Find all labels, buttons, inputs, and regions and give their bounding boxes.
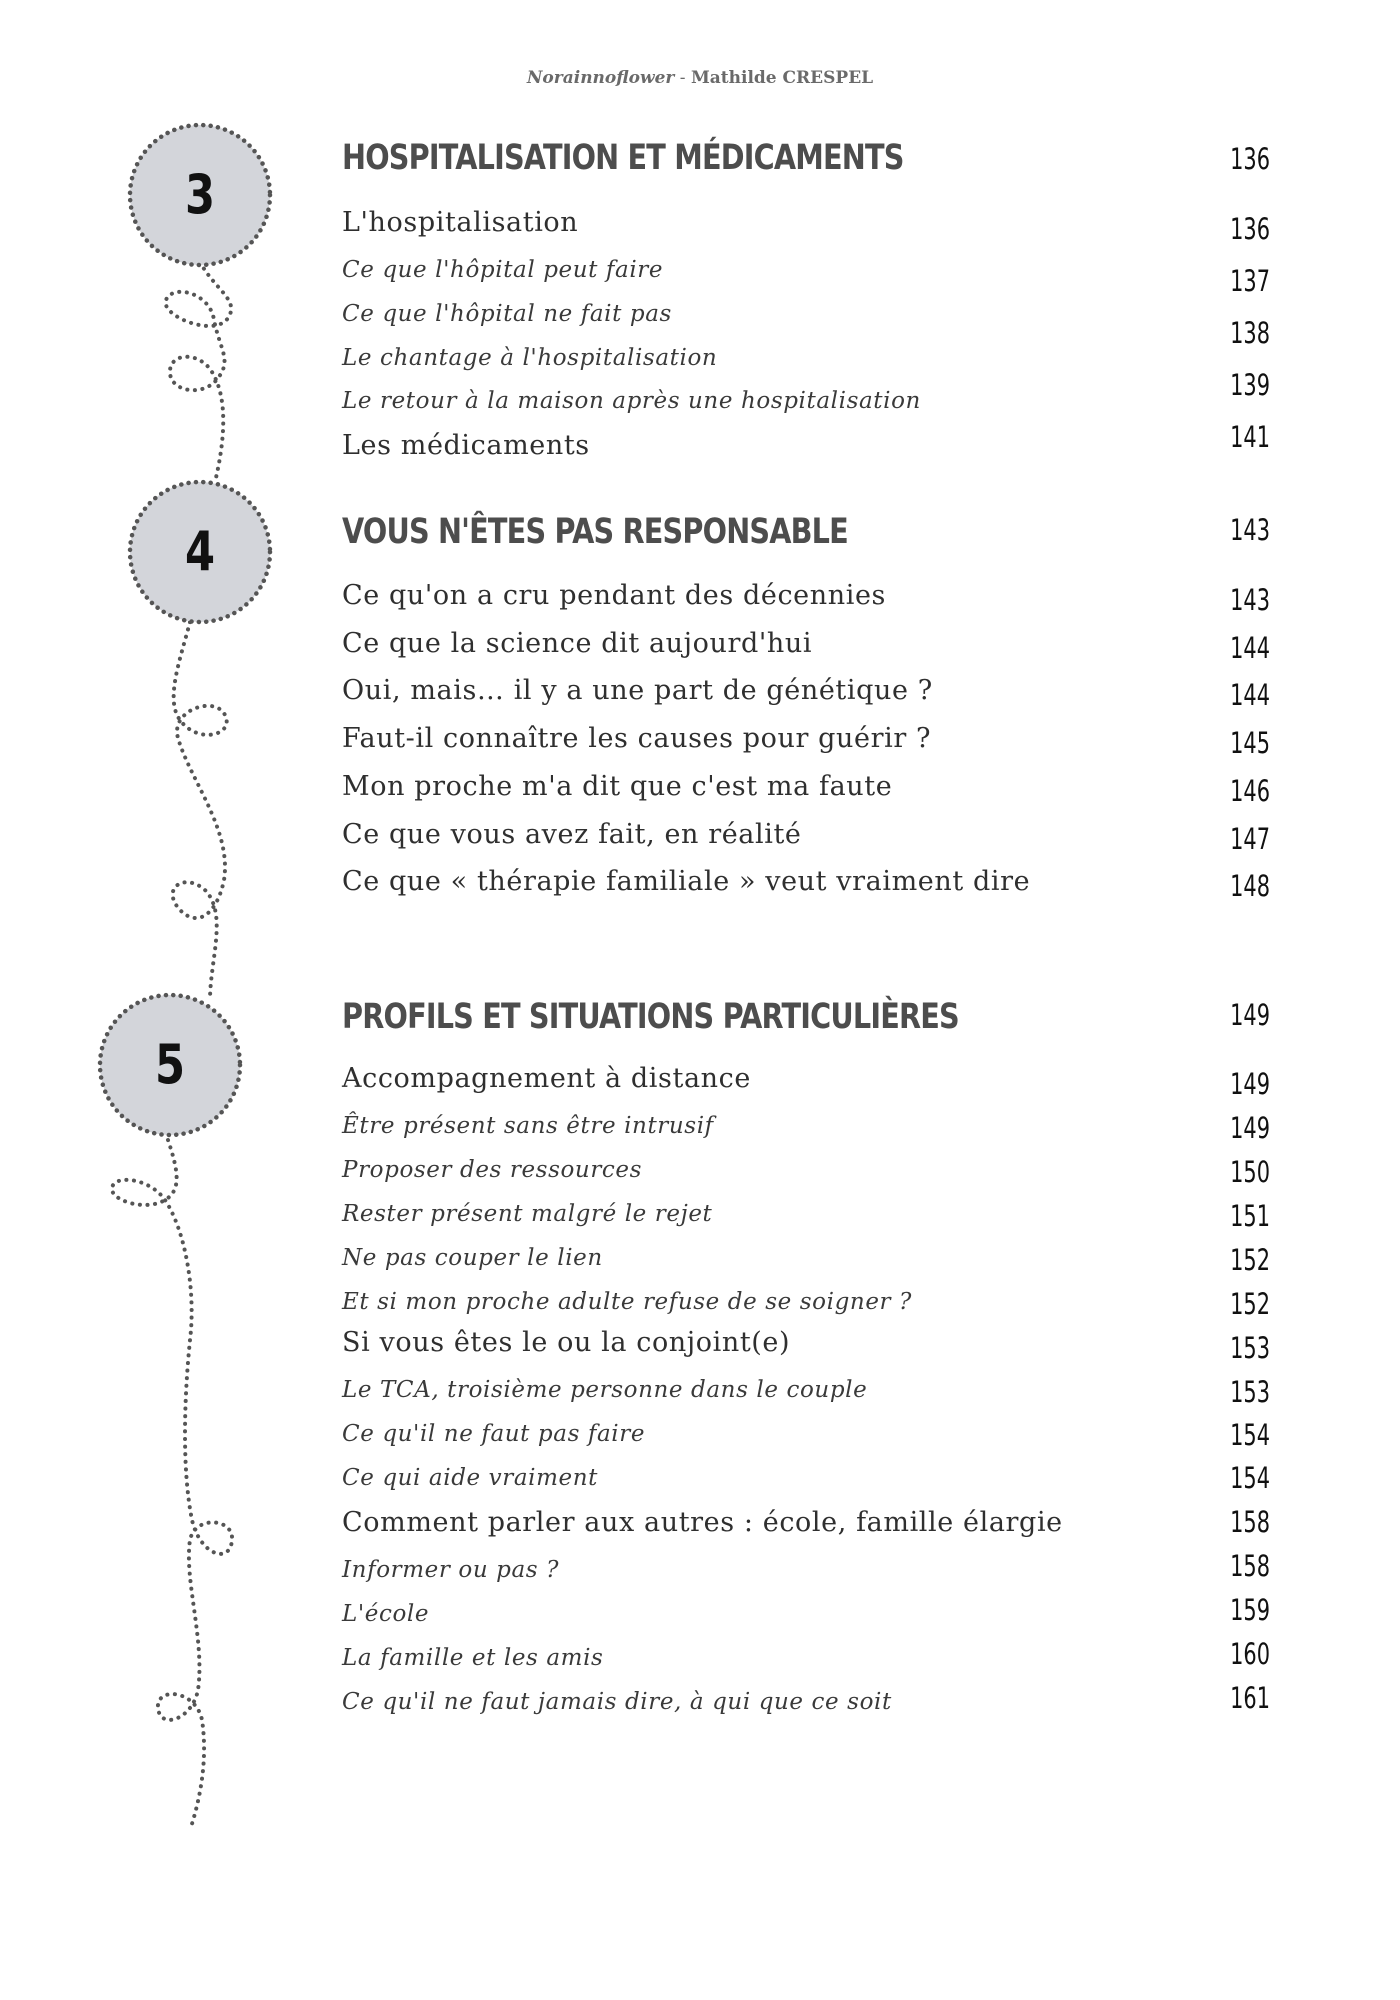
- toc-entry[interactable]: Ce qu'on a cru pendant des décennies: [342, 580, 886, 611]
- toc-entry[interactable]: Et si mon proche adulte refuse de se soigner ?: [342, 1289, 912, 1315]
- toc-entry[interactable]: Ce que vous avez fait, en réalité: [342, 819, 802, 850]
- toc-entry[interactable]: Ce que l'hôpital peut faire: [342, 257, 664, 283]
- toc-entry[interactable]: Ce que « thérapie familiale » veut vraiment dire: [342, 866, 1031, 897]
- toc-entry[interactable]: Être présent sans être intrusif: [342, 1113, 714, 1139]
- toc-entry-page: 152: [1230, 1287, 1270, 1321]
- toc-entry-page: 141: [1230, 420, 1270, 454]
- chapter-4-number: 4: [184, 520, 216, 583]
- toc-entry[interactable]: L'hospitalisation: [342, 207, 579, 238]
- timeline-loop-line-2: [173, 622, 227, 1000]
- toc-entry-page: 145: [1230, 726, 1270, 760]
- chapter-3-title: HOSPITALISATION ET MÉDICAMENTS: [342, 138, 904, 178]
- toc-entry-page: 147: [1230, 822, 1270, 856]
- chapter-4-page: 143: [1230, 513, 1270, 547]
- toc-entry[interactable]: Le TCA, troisième personne dans le couple: [342, 1377, 868, 1403]
- toc-entry[interactable]: Mon proche m'a dit que c'est ma faute: [342, 771, 893, 802]
- toc-entry[interactable]: L'école: [342, 1601, 430, 1627]
- toc-entry-page: 152: [1230, 1243, 1270, 1277]
- toc-entry[interactable]: Faut-il connaître les causes pour guérir ?: [342, 723, 932, 754]
- toc-entry-page: 158: [1230, 1505, 1270, 1539]
- toc-entry[interactable]: Ce que la science dit aujourd'hui: [342, 628, 813, 659]
- chapter-5-number: 5: [154, 1033, 186, 1096]
- toc-entry[interactable]: Le chantage à l'hospitalisation: [342, 345, 718, 371]
- brand-name: Norainnoflower: [526, 68, 675, 88]
- toc-entry[interactable]: Les médicaments: [342, 430, 590, 461]
- author-name: Mathilde CRESPEL: [690, 68, 874, 88]
- toc-entry-page: 149: [1230, 1111, 1270, 1145]
- toc-entry-page: 136: [1230, 212, 1270, 246]
- toc-entry-page: 154: [1230, 1461, 1270, 1495]
- toc-entry-page: 137: [1230, 264, 1270, 298]
- toc-entry-page: 139: [1230, 368, 1270, 402]
- toc-entry-page: 153: [1230, 1331, 1270, 1365]
- chapter-5-page: 149: [1230, 998, 1270, 1032]
- toc-entry[interactable]: Comment parler aux autres : école, famille élargie: [342, 1507, 1063, 1538]
- chapter-3-number: 3: [184, 163, 216, 226]
- toc-entry[interactable]: Ce qu'il ne faut pas faire: [342, 1421, 646, 1447]
- toc-entry-page: 153: [1230, 1375, 1270, 1409]
- toc-entry-page: 161: [1230, 1681, 1270, 1715]
- toc-entry[interactable]: Si vous êtes le ou la conjoint(e): [342, 1327, 791, 1358]
- toc-entry[interactable]: Ce qu'il ne faut jamais dire, à qui que ce soit: [342, 1689, 892, 1715]
- chapter-4-title: VOUS N'ÊTES PAS RESPONSABLE: [342, 512, 848, 552]
- toc-entry[interactable]: Proposer des ressources: [342, 1157, 643, 1183]
- toc-entry-page: 144: [1230, 678, 1270, 712]
- toc-entry[interactable]: Oui, mais… il y a une part de génétique ?: [342, 675, 933, 706]
- toc-entry-page: 149: [1230, 1067, 1270, 1101]
- toc-entry[interactable]: La famille et les amis: [342, 1645, 604, 1671]
- toc-entry[interactable]: Ce que l'hôpital ne fait pas: [342, 301, 672, 327]
- toc-entry-page: 143: [1230, 583, 1270, 617]
- toc-entry[interactable]: Ne pas couper le lien: [342, 1245, 603, 1271]
- header-separator: -: [674, 68, 691, 88]
- chapter-5-title: PROFILS ET SITUATIONS PARTICULIÈRES: [342, 997, 959, 1037]
- toc-entry-page: 151: [1230, 1199, 1270, 1233]
- toc-entry-page: 144: [1230, 631, 1270, 665]
- decorative-timeline: [0, 0, 330, 2000]
- toc-entry[interactable]: Accompagnement à distance: [342, 1063, 751, 1094]
- toc-entry-page: 148: [1230, 869, 1270, 903]
- toc-entry-page: 146: [1230, 774, 1270, 808]
- toc-entry-page: 138: [1230, 316, 1270, 350]
- toc-entry[interactable]: Le retour à la maison après une hospitalisation: [342, 388, 921, 414]
- toc-entry[interactable]: Ce qui aide vraiment: [342, 1465, 598, 1491]
- timeline-loop-line-1: [166, 262, 232, 482]
- toc-entry-page: 158: [1230, 1549, 1270, 1583]
- toc-entry-page: 160: [1230, 1637, 1270, 1671]
- timeline-loop-line-3: [112, 1140, 232, 1830]
- toc-entry-page: 154: [1230, 1418, 1270, 1452]
- toc-entry-page: 159: [1230, 1593, 1270, 1627]
- toc-entry[interactable]: Rester présent malgré le rejet: [342, 1201, 713, 1227]
- chapter-3-page: 136: [1230, 142, 1270, 176]
- toc-entry[interactable]: Informer ou pas ?: [342, 1557, 560, 1583]
- toc-entry-page: 150: [1230, 1155, 1270, 1189]
